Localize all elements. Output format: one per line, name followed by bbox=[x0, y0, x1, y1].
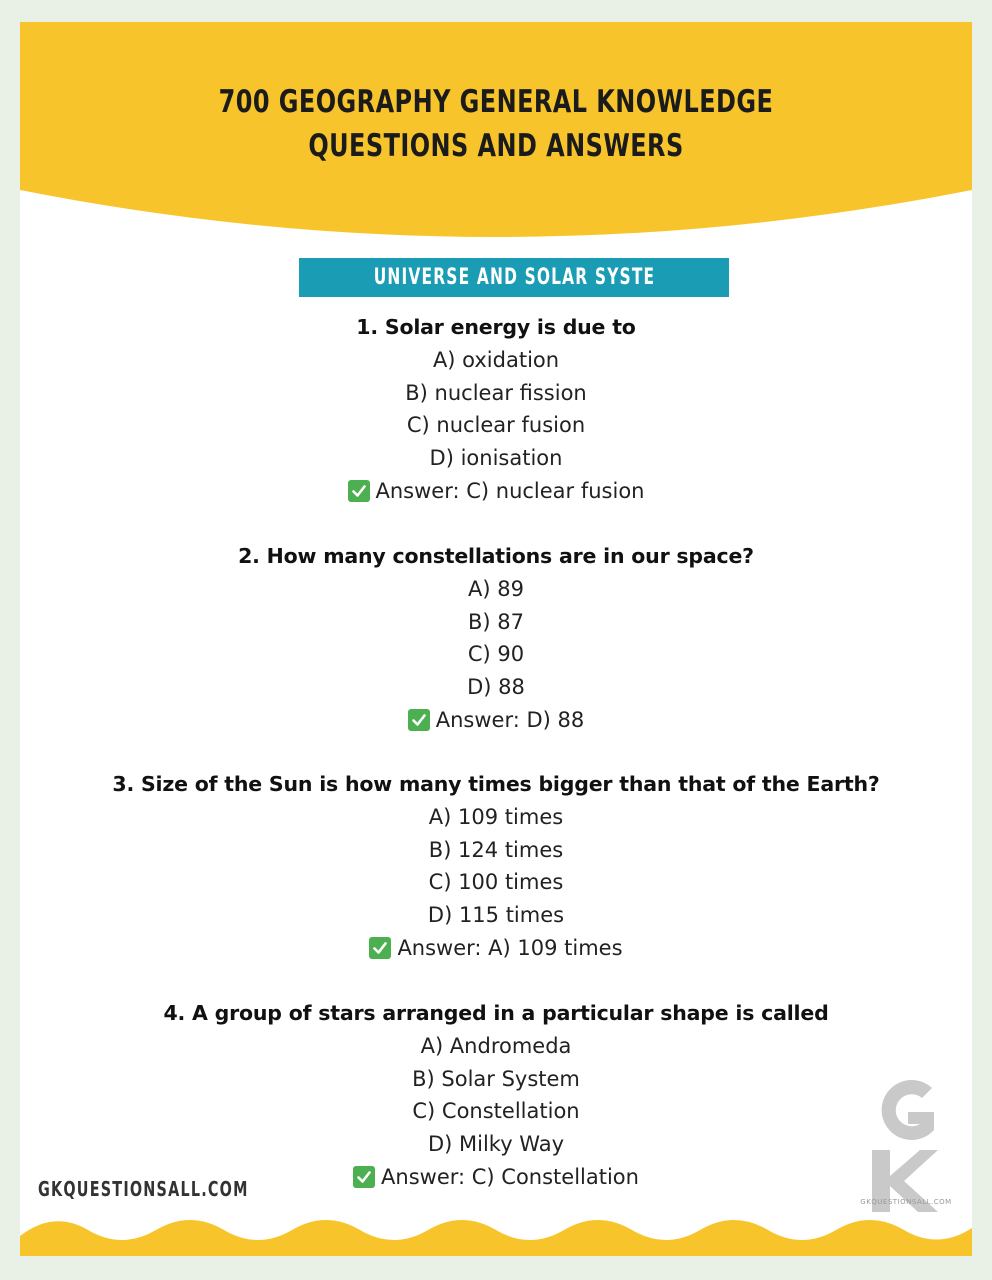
answer-text: Answer: C) nuclear fusion bbox=[375, 478, 645, 503]
check-mark-icon bbox=[369, 937, 391, 959]
option-b: B) nuclear fission bbox=[405, 380, 587, 405]
answer-line bbox=[20, 475, 972, 508]
question-text: 3. Size of the Sun is how many times bigger than that of the Earth? bbox=[112, 772, 880, 796]
answer-line bbox=[20, 932, 972, 965]
option-c: C) 90 bbox=[467, 642, 525, 667]
question-block-2 bbox=[20, 540, 972, 737]
page-title bbox=[87, 80, 906, 168]
question-block-1 bbox=[20, 311, 972, 508]
option-b: B) 87 bbox=[468, 609, 524, 634]
footer-site-name: GKQUESTIONSALL.COM bbox=[38, 1177, 249, 1201]
option-a: A) Andromeda bbox=[420, 1033, 572, 1058]
option-a: A) oxidation bbox=[432, 347, 560, 372]
option-d: D) Milky Way bbox=[427, 1132, 565, 1157]
page bbox=[20, 22, 972, 1256]
logo-caption: GKQUESTIONSALL.COM bbox=[860, 1198, 952, 1206]
option-c: C) nuclear fusion bbox=[406, 413, 586, 438]
option-d: D) ionisation bbox=[429, 446, 563, 471]
check-mark-icon bbox=[348, 480, 370, 502]
answer-line bbox=[20, 704, 972, 737]
answer-text: Answer: A) 109 times bbox=[397, 935, 623, 960]
option-c: C) 100 times bbox=[428, 870, 564, 895]
page-title-line-1: 700 GEOGRAPHY GENERAL KNOWLEDGE bbox=[218, 84, 774, 120]
check-mark-icon bbox=[353, 1166, 375, 1188]
option-b: B) 124 times bbox=[428, 837, 564, 862]
option-b: B) Solar System bbox=[412, 1066, 580, 1091]
question-block-4 bbox=[20, 997, 972, 1194]
question-text: 2. How many constellations are in our space? bbox=[238, 544, 754, 568]
page-title-line-2: QUESTIONS AND ANSWERS bbox=[308, 128, 684, 164]
answer-text: Answer: C) Constellation bbox=[381, 1164, 639, 1189]
option-a: A) 89 bbox=[468, 576, 524, 601]
question-text: 4. A group of stars arranged in a particular shape is called bbox=[163, 1001, 829, 1025]
question-text: 1. Solar energy is due to bbox=[356, 315, 636, 339]
question-block-3 bbox=[20, 768, 972, 965]
option-d: D) 115 times bbox=[427, 903, 565, 928]
option-c: C) Constellation bbox=[412, 1099, 580, 1124]
answer-text: Answer: D) 88 bbox=[435, 707, 585, 732]
section-banner bbox=[299, 258, 729, 297]
option-a: A) 109 times bbox=[428, 804, 564, 829]
option-d: D) 88 bbox=[467, 675, 525, 700]
section-title: UNIVERSE AND SOLAR SYSTE bbox=[373, 265, 655, 290]
check-mark-icon bbox=[408, 709, 430, 731]
footer-waves bbox=[20, 1202, 972, 1256]
